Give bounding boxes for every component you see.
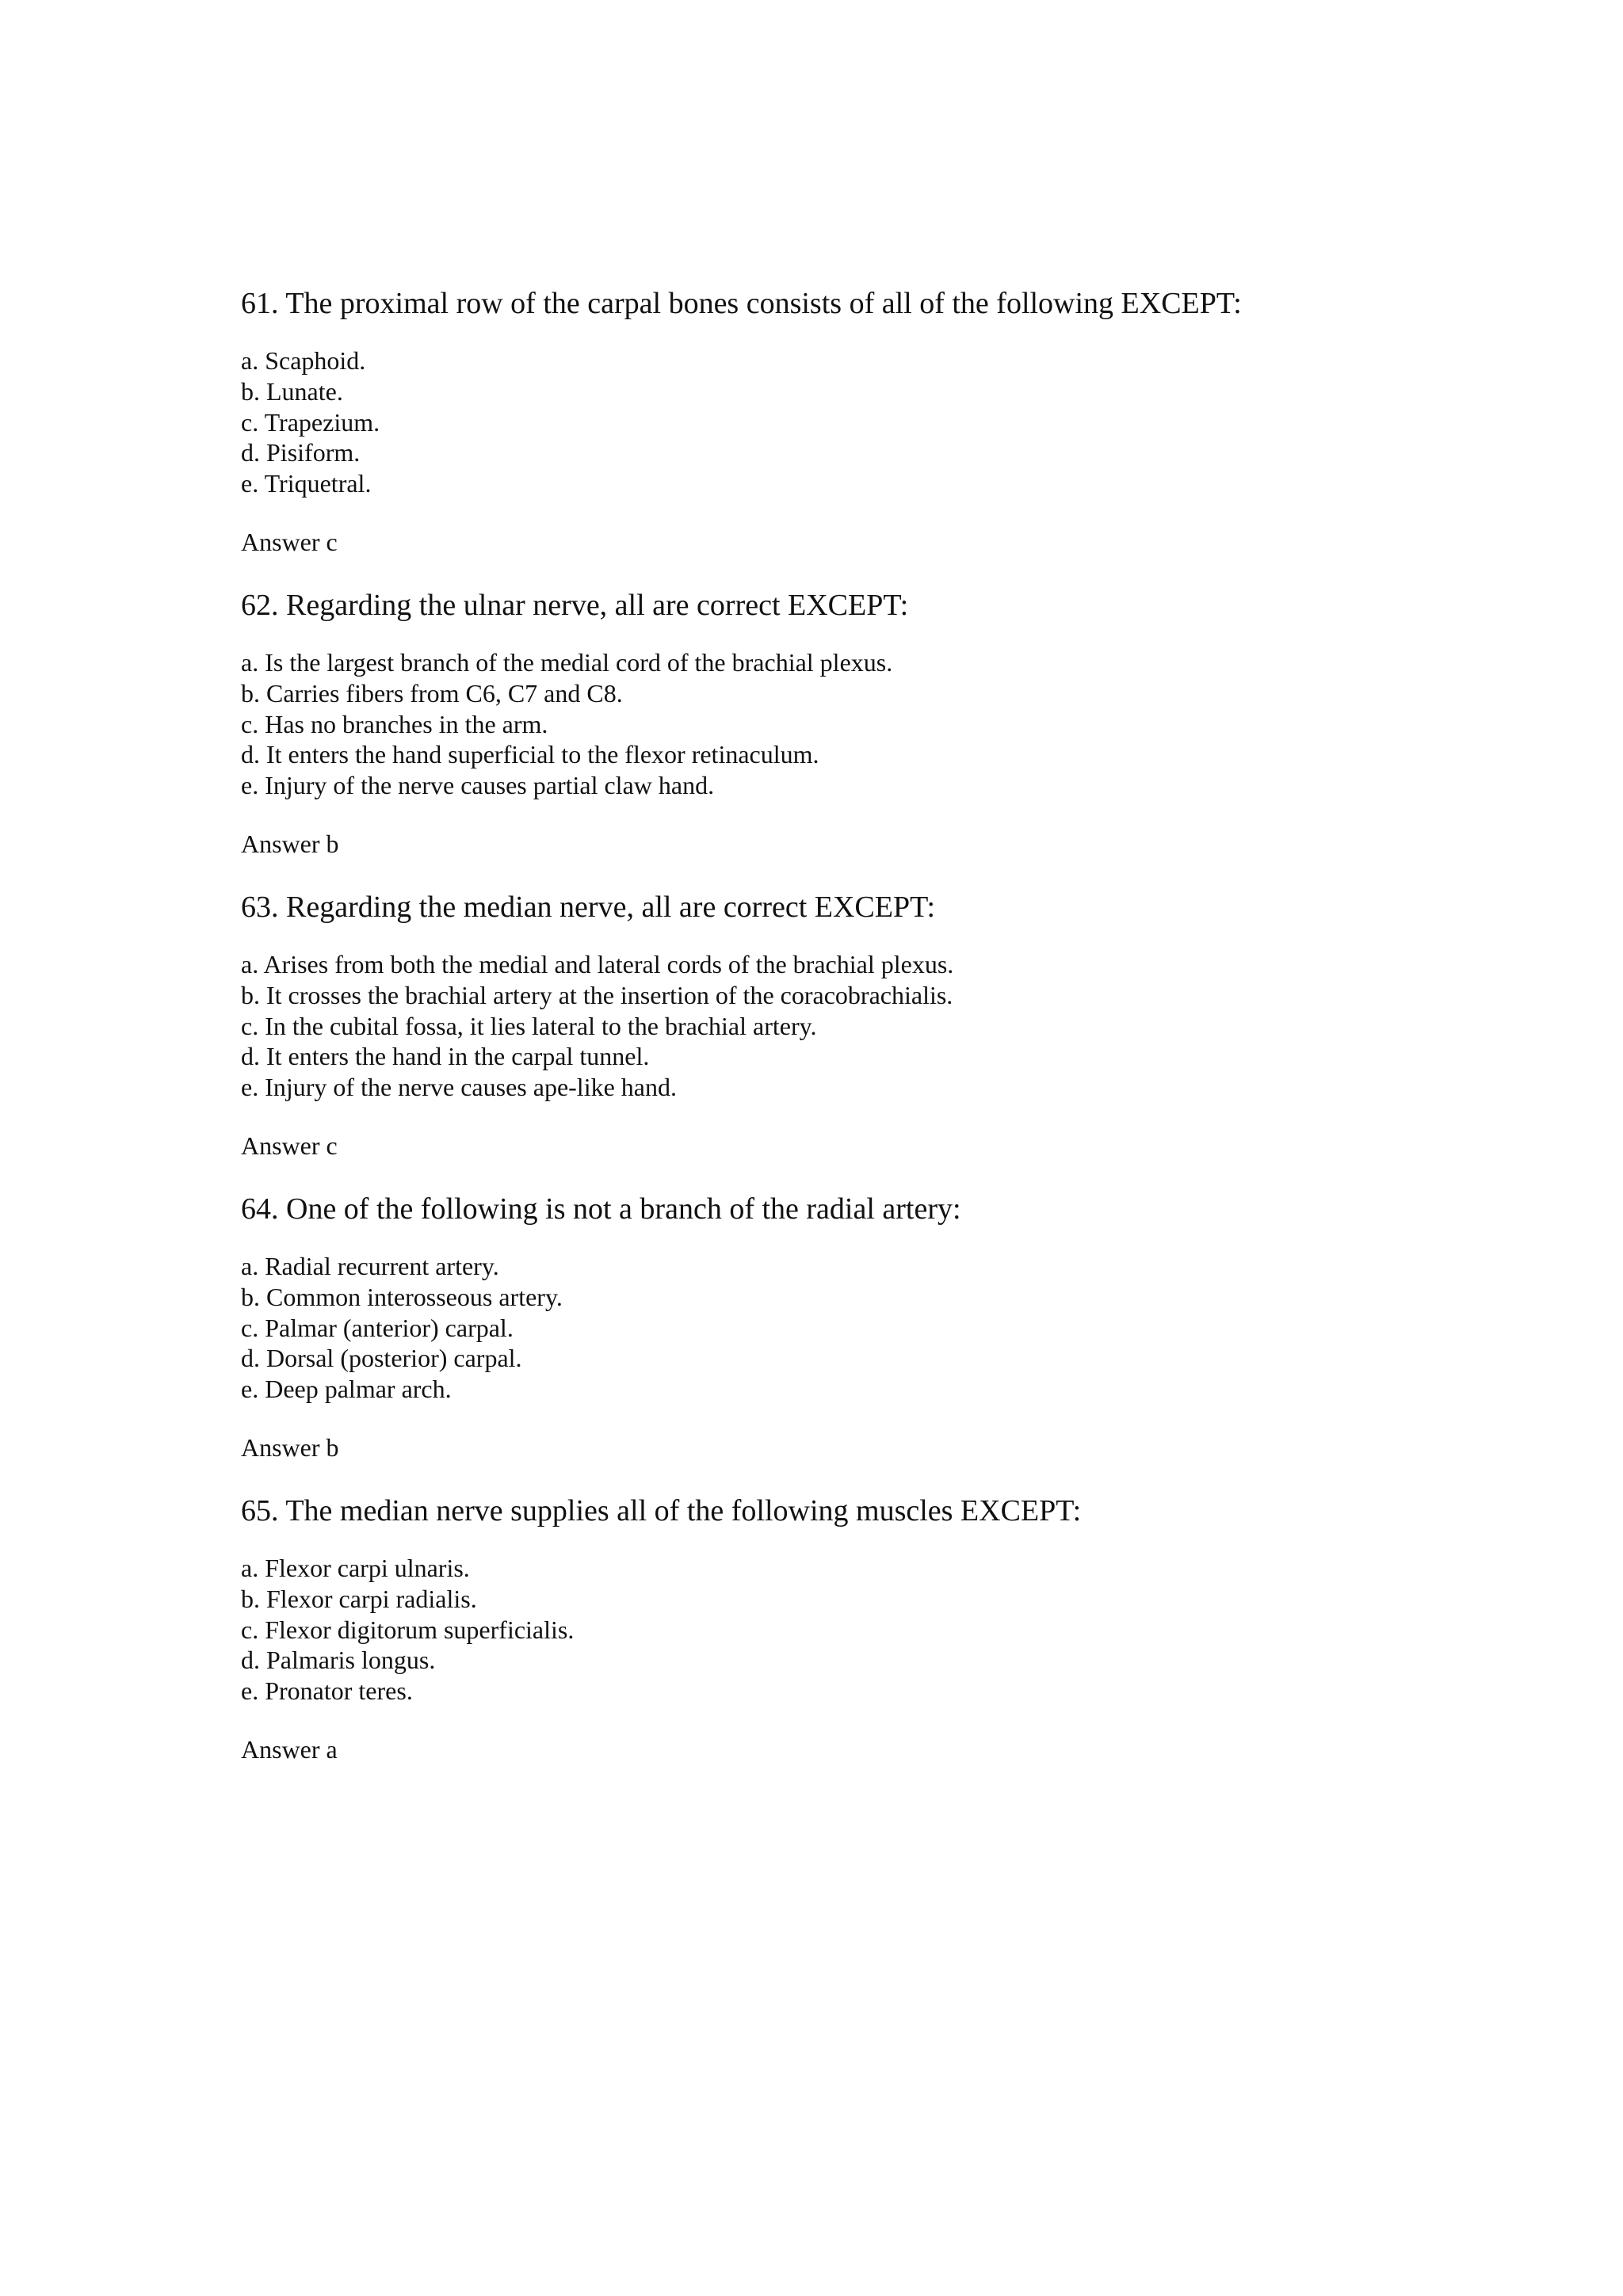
question-stem: 64. One of the following is not a branch of the radial artery: [241, 1192, 961, 1226]
option-d: d. Palmaris longus. [241, 1646, 436, 1675]
answer-text: Answer b [241, 1432, 339, 1462]
option-list [241, 345, 1509, 499]
question-stem: 63. Regarding the median nerve, all are correct EXCEPT: [241, 890, 936, 924]
option-d: d. Dorsal (posterior) carpal. [241, 1344, 522, 1373]
option-a: a. Is the largest branch of the medial cord of the brachial plexus. [241, 647, 893, 677]
option-c: c. Trapezium. [241, 407, 380, 437]
option-e: e. Triquetral. [241, 469, 372, 498]
option-a: a. Flexor carpi ulnaris. [241, 1553, 470, 1582]
option-a: a. Arises from both the medial and lateral cords of the brachial plexus. [241, 949, 954, 978]
option-d: d. It enters the hand superficial to the flexor retinaculum. [241, 740, 819, 769]
option-a: a. Radial recurrent artery. [241, 1251, 499, 1280]
option-d: d. It enters the hand in the carpal tunnel. [241, 1042, 650, 1071]
option-b: b. Lunate. [241, 376, 343, 406]
option-list [241, 949, 1509, 1103]
option-list [241, 1553, 1509, 1707]
document-page [241, 285, 1509, 1794]
option-list [241, 647, 1509, 801]
question-64 [241, 1191, 1509, 1463]
question-stem: 62. Regarding the ulnar nerve, all are correct EXCEPT: [241, 588, 909, 622]
question-62 [241, 587, 1509, 860]
option-b: b. It crosses the brachial artery at the insertion of the coracobrachialis. [241, 980, 953, 1009]
option-e: e. Pronator teres. [241, 1676, 413, 1706]
option-c: c. Has no branches in the arm. [241, 709, 548, 738]
option-e: e. Injury of the nerve causes partial claw hand. [241, 771, 715, 800]
answer-text: Answer c [241, 1131, 338, 1160]
option-d: d. Pisiform. [241, 438, 361, 467]
answer-text: Answer c [241, 527, 338, 556]
option-c: c. In the cubital fossa, it lies lateral to the brachial artery. [241, 1011, 817, 1040]
option-a: a. Scaphoid. [241, 346, 366, 375]
answer-text: Answer a [241, 1734, 338, 1764]
option-e: e. Deep palmar arch. [241, 1375, 452, 1404]
question-stem: 65. The median nerve supplies all of the following muscles EXCEPT: [241, 1493, 1082, 1527]
question-stem: 61. The proximal row of the carpal bones consists of all of the following EXCEPT: [241, 287, 1242, 320]
option-b: b. Carries fibers from C6, C7 and C8. [241, 678, 623, 707]
option-list [241, 1251, 1509, 1405]
option-c: c. Flexor digitorum superficialis. [241, 1615, 575, 1644]
question-63 [241, 889, 1509, 1161]
answer-text: Answer b [241, 829, 339, 858]
question-65 [241, 1493, 1509, 1765]
option-b: b. Flexor carpi radialis. [241, 1584, 477, 1613]
option-b: b. Common interosseous artery. [241, 1282, 563, 1311]
option-e: e. Injury of the nerve causes ape-like hand. [241, 1073, 677, 1102]
option-c: c. Palmar (anterior) carpal. [241, 1313, 514, 1342]
question-61 [241, 285, 1509, 558]
